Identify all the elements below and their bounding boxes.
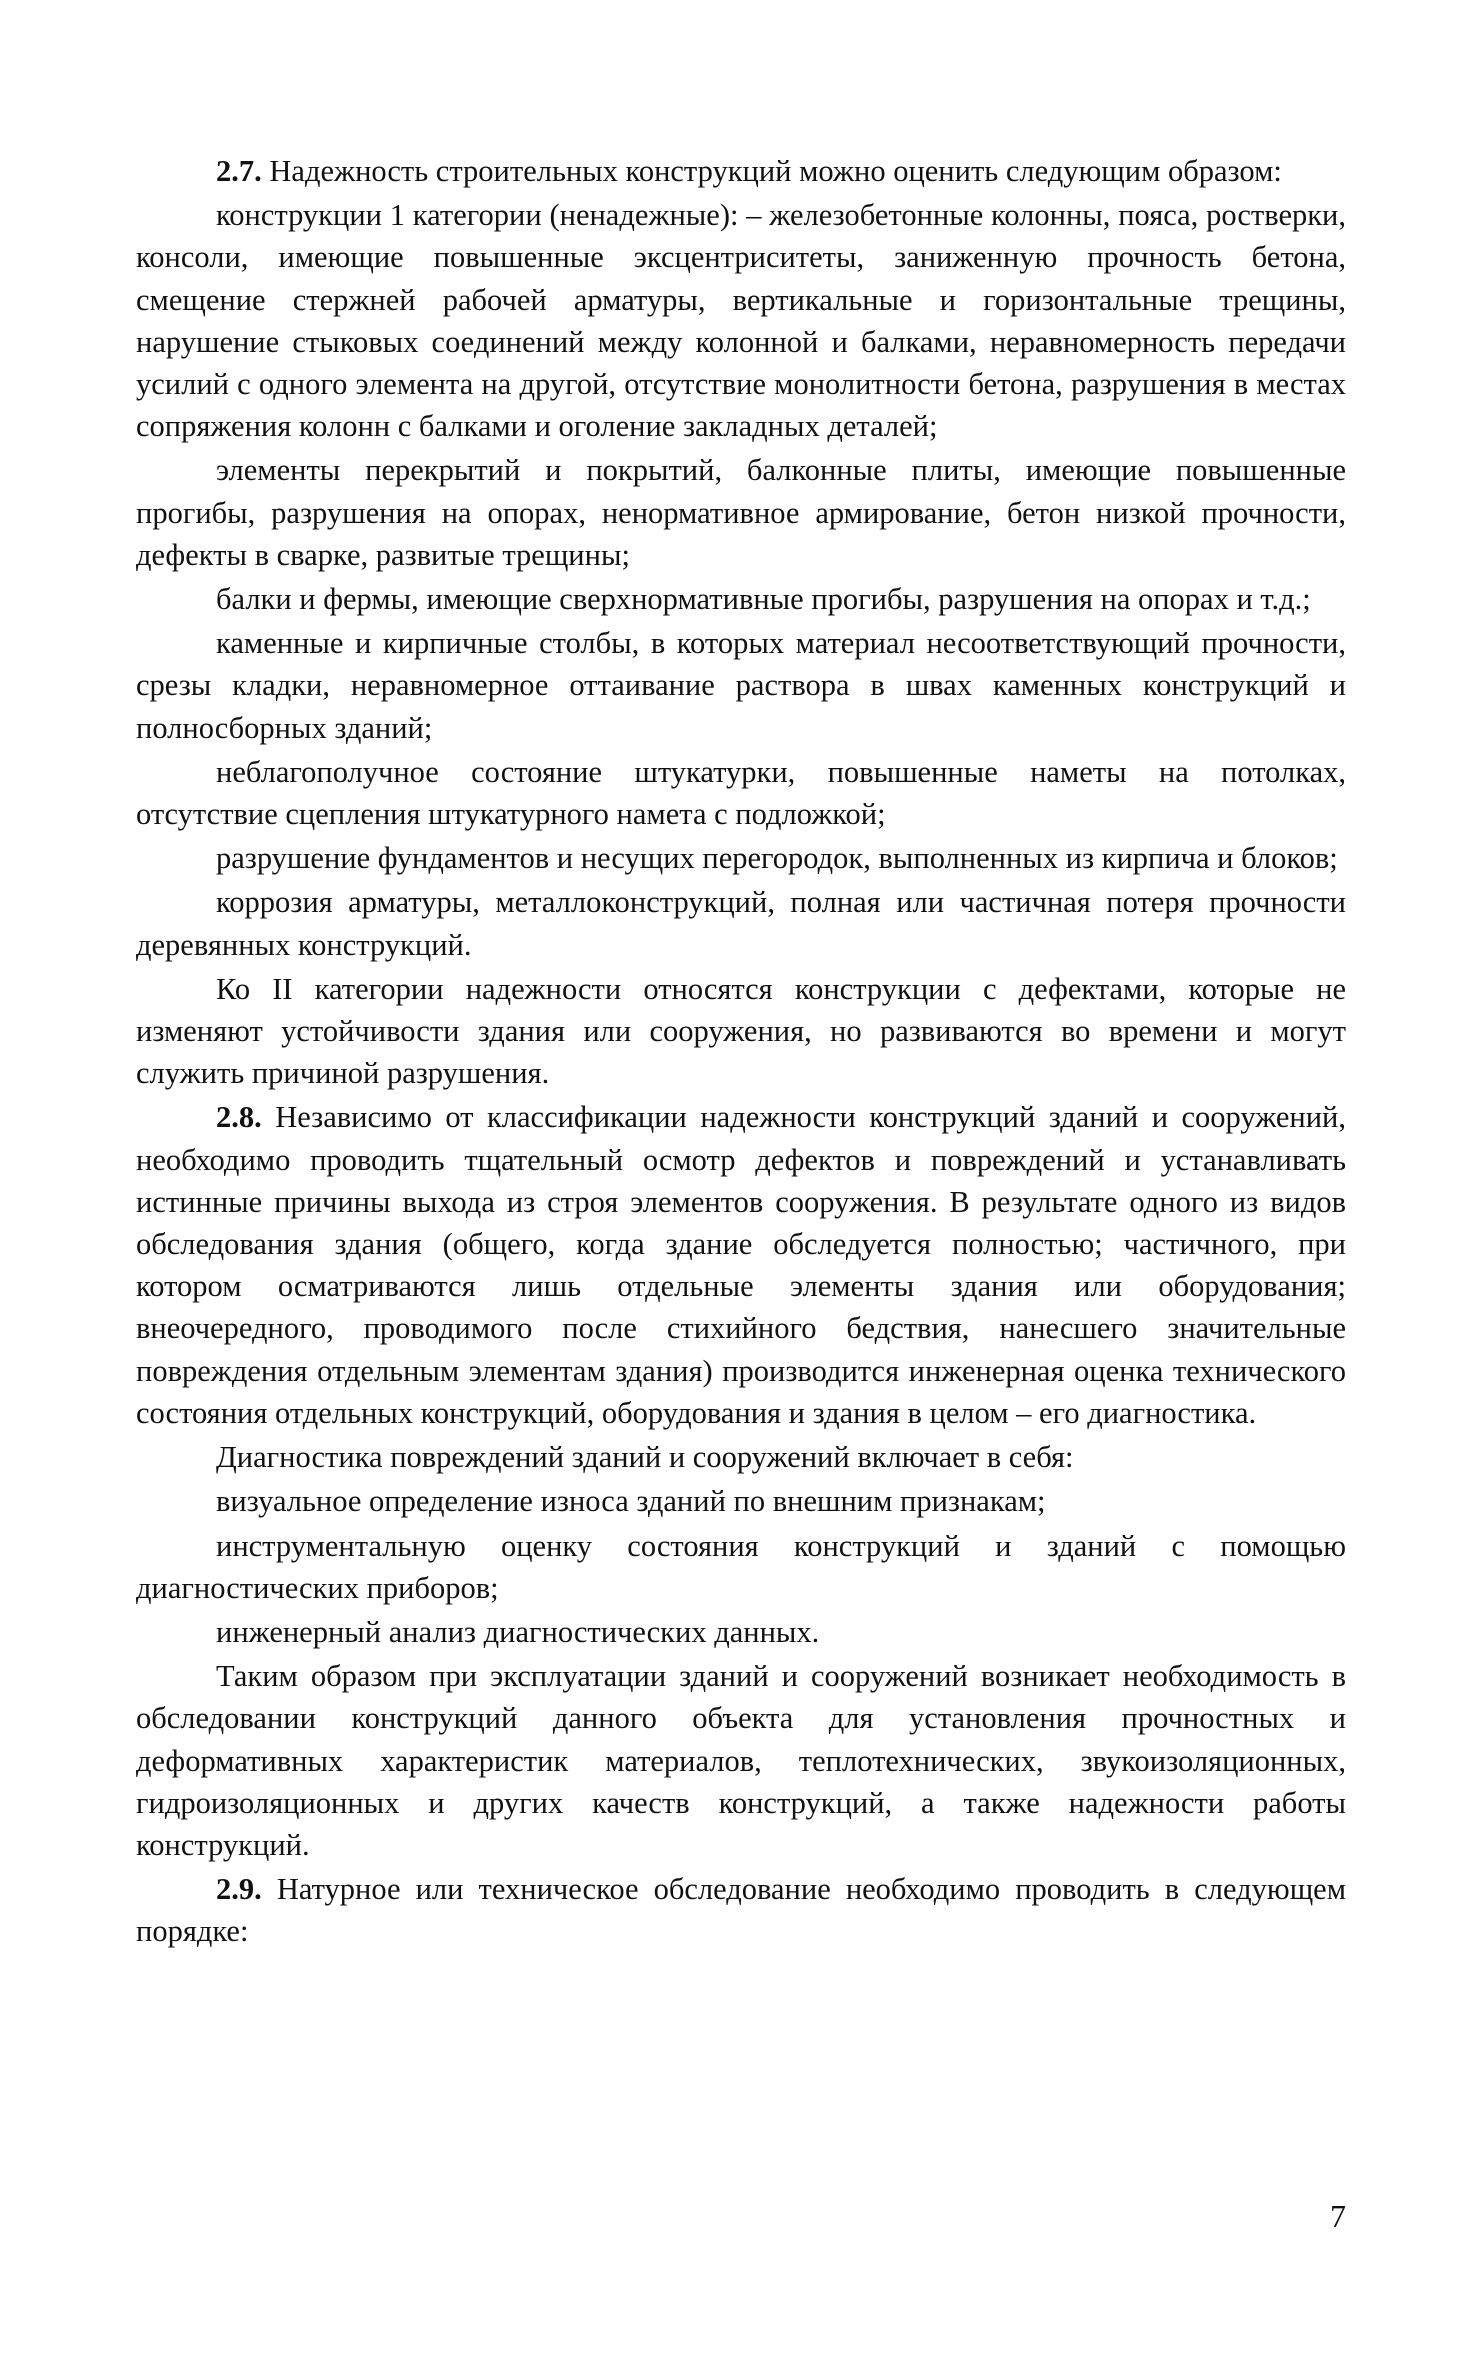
section-number: 2.7. — [216, 154, 262, 188]
section-number: 2.8. — [216, 1100, 262, 1135]
paragraph — [136, 194, 1346, 447]
paragraph — [136, 1611, 1346, 1653]
paragraph — [136, 1480, 1346, 1522]
paragraph-text: Натурное или техническое обследование необходимо проводить в следующем порядке: — [136, 1872, 1347, 1949]
paragraph-text: Диагностика повреждений зданий и сооружений включает в себя: — [216, 1440, 1074, 1475]
paragraph-text: конструкции 1 категории (ненадежные): – железобетонные колонны, пояса, ростверки, консоли, имеющие повышенные эксцентриситеты, заниженную прочность бетона, смещение стержней рабочей арматуры, вертикальные и горизонтальные трещины, нарушение стыковых соединений между колонной и балками, неравномерность передачи усилий с одного элемента на другой, отсутствие монолитности бетона, разрушения в местах сопряжения колонн с балками и оголение закладных деталей; — [136, 198, 1346, 444]
paragraph — [136, 837, 1346, 879]
paragraph-text: Ко II категории надежности относятся конструкции с дефектами, которые не изменяют устойчивости здания или сооружения, но развиваются во времени и могут служить причиной разрушения. — [136, 971, 1346, 1091]
paragraph — [136, 751, 1346, 835]
section-number: 2.9. — [216, 1872, 262, 1907]
paragraph-text: каменные и кирпичные столбы, в которых материал несоответствующий прочности, срезы кладки, неравномерное оттаивание раствора в швах каменных конструкций и полносборных зданий; — [136, 626, 1346, 745]
paragraph-text: Надежность строительных конструкций можно оценить следующим образом: — [269, 154, 1282, 188]
paragraph — [136, 1525, 1346, 1609]
paragraph-text: инструментальную оценку состояния конструкций и зданий с помощью диагностических приборов; — [136, 1528, 1346, 1605]
paragraph — [136, 449, 1346, 576]
paragraph-text: инженерный анализ диагностических данных. — [216, 1614, 820, 1649]
paragraph-text: Независимо от классификации надежности конструкций зданий и сооружений, необходимо проводить тщательный осмотр дефектов и повреждений и устанавливать истинные причины выхода из строя элементов сооружения. В результате одного из видов обследования здания (общего, когда здание обследуется полностью; частичного, при котором осматриваются лишь отдельные элементы здания или оборудования; внеочередного, проводимого после стихийного бедствия, нанесшего значительные повреждения отдельным элементам здания) производится инженерная оценка технического состояния отдельных конструкций, оборудования и здания в целом – его диагностика. — [136, 1100, 1346, 1430]
paragraph — [136, 622, 1346, 749]
paragraph — [136, 881, 1346, 965]
paragraph-2-9 — [136, 1868, 1346, 1952]
paragraph-text: неблагополучное состояние штукатурки, повышенные наметы на потолках, отсутствие сцепления штукатурного намета с подложкой; — [136, 754, 1346, 832]
paragraph-text: разрушение фундаментов и несущих перегородок, выполненных из кирпича и блоков; — [216, 841, 1338, 876]
paragraph — [136, 1655, 1346, 1866]
paragraph-2-7 — [136, 150, 1346, 192]
paragraph-text: коррозия арматуры, металлоконструкций, полная или частичная потеря прочности деревянных конструкций. — [136, 885, 1346, 962]
paragraph — [136, 968, 1346, 1095]
paragraph-text: элементы перекрытий и покрытий, балконные плиты, имеющие повышенные прогибы, разрушения на опорах, ненормативное армирование, бетон низкой прочности, дефекты в сварке, развитые трещины; — [136, 453, 1346, 572]
paragraph-text: балки и фермы, имеющие сверхнормативные прогибы, разрушения на опорах и т.д.; — [216, 582, 1311, 617]
paragraph — [136, 1436, 1346, 1478]
paragraph-text: визуальное определение износа зданий по внешним признакам; — [216, 1484, 1046, 1519]
paragraph-2-8 — [136, 1096, 1346, 1434]
paragraph-text: Таким образом при эксплуатации зданий и сооружений возникает необходимость в обследовании конструкций данного объекта для установления прочностных и деформативных характеристик материалов, теплотехнических, звукоизоляционных, гидроизоляционных и других качеств конструкций, а также надежности работы конструкций. — [136, 1659, 1346, 1862]
paragraph — [136, 578, 1346, 620]
page-number: 7 — [1330, 2198, 1346, 2234]
document-page — [136, 150, 1346, 1955]
